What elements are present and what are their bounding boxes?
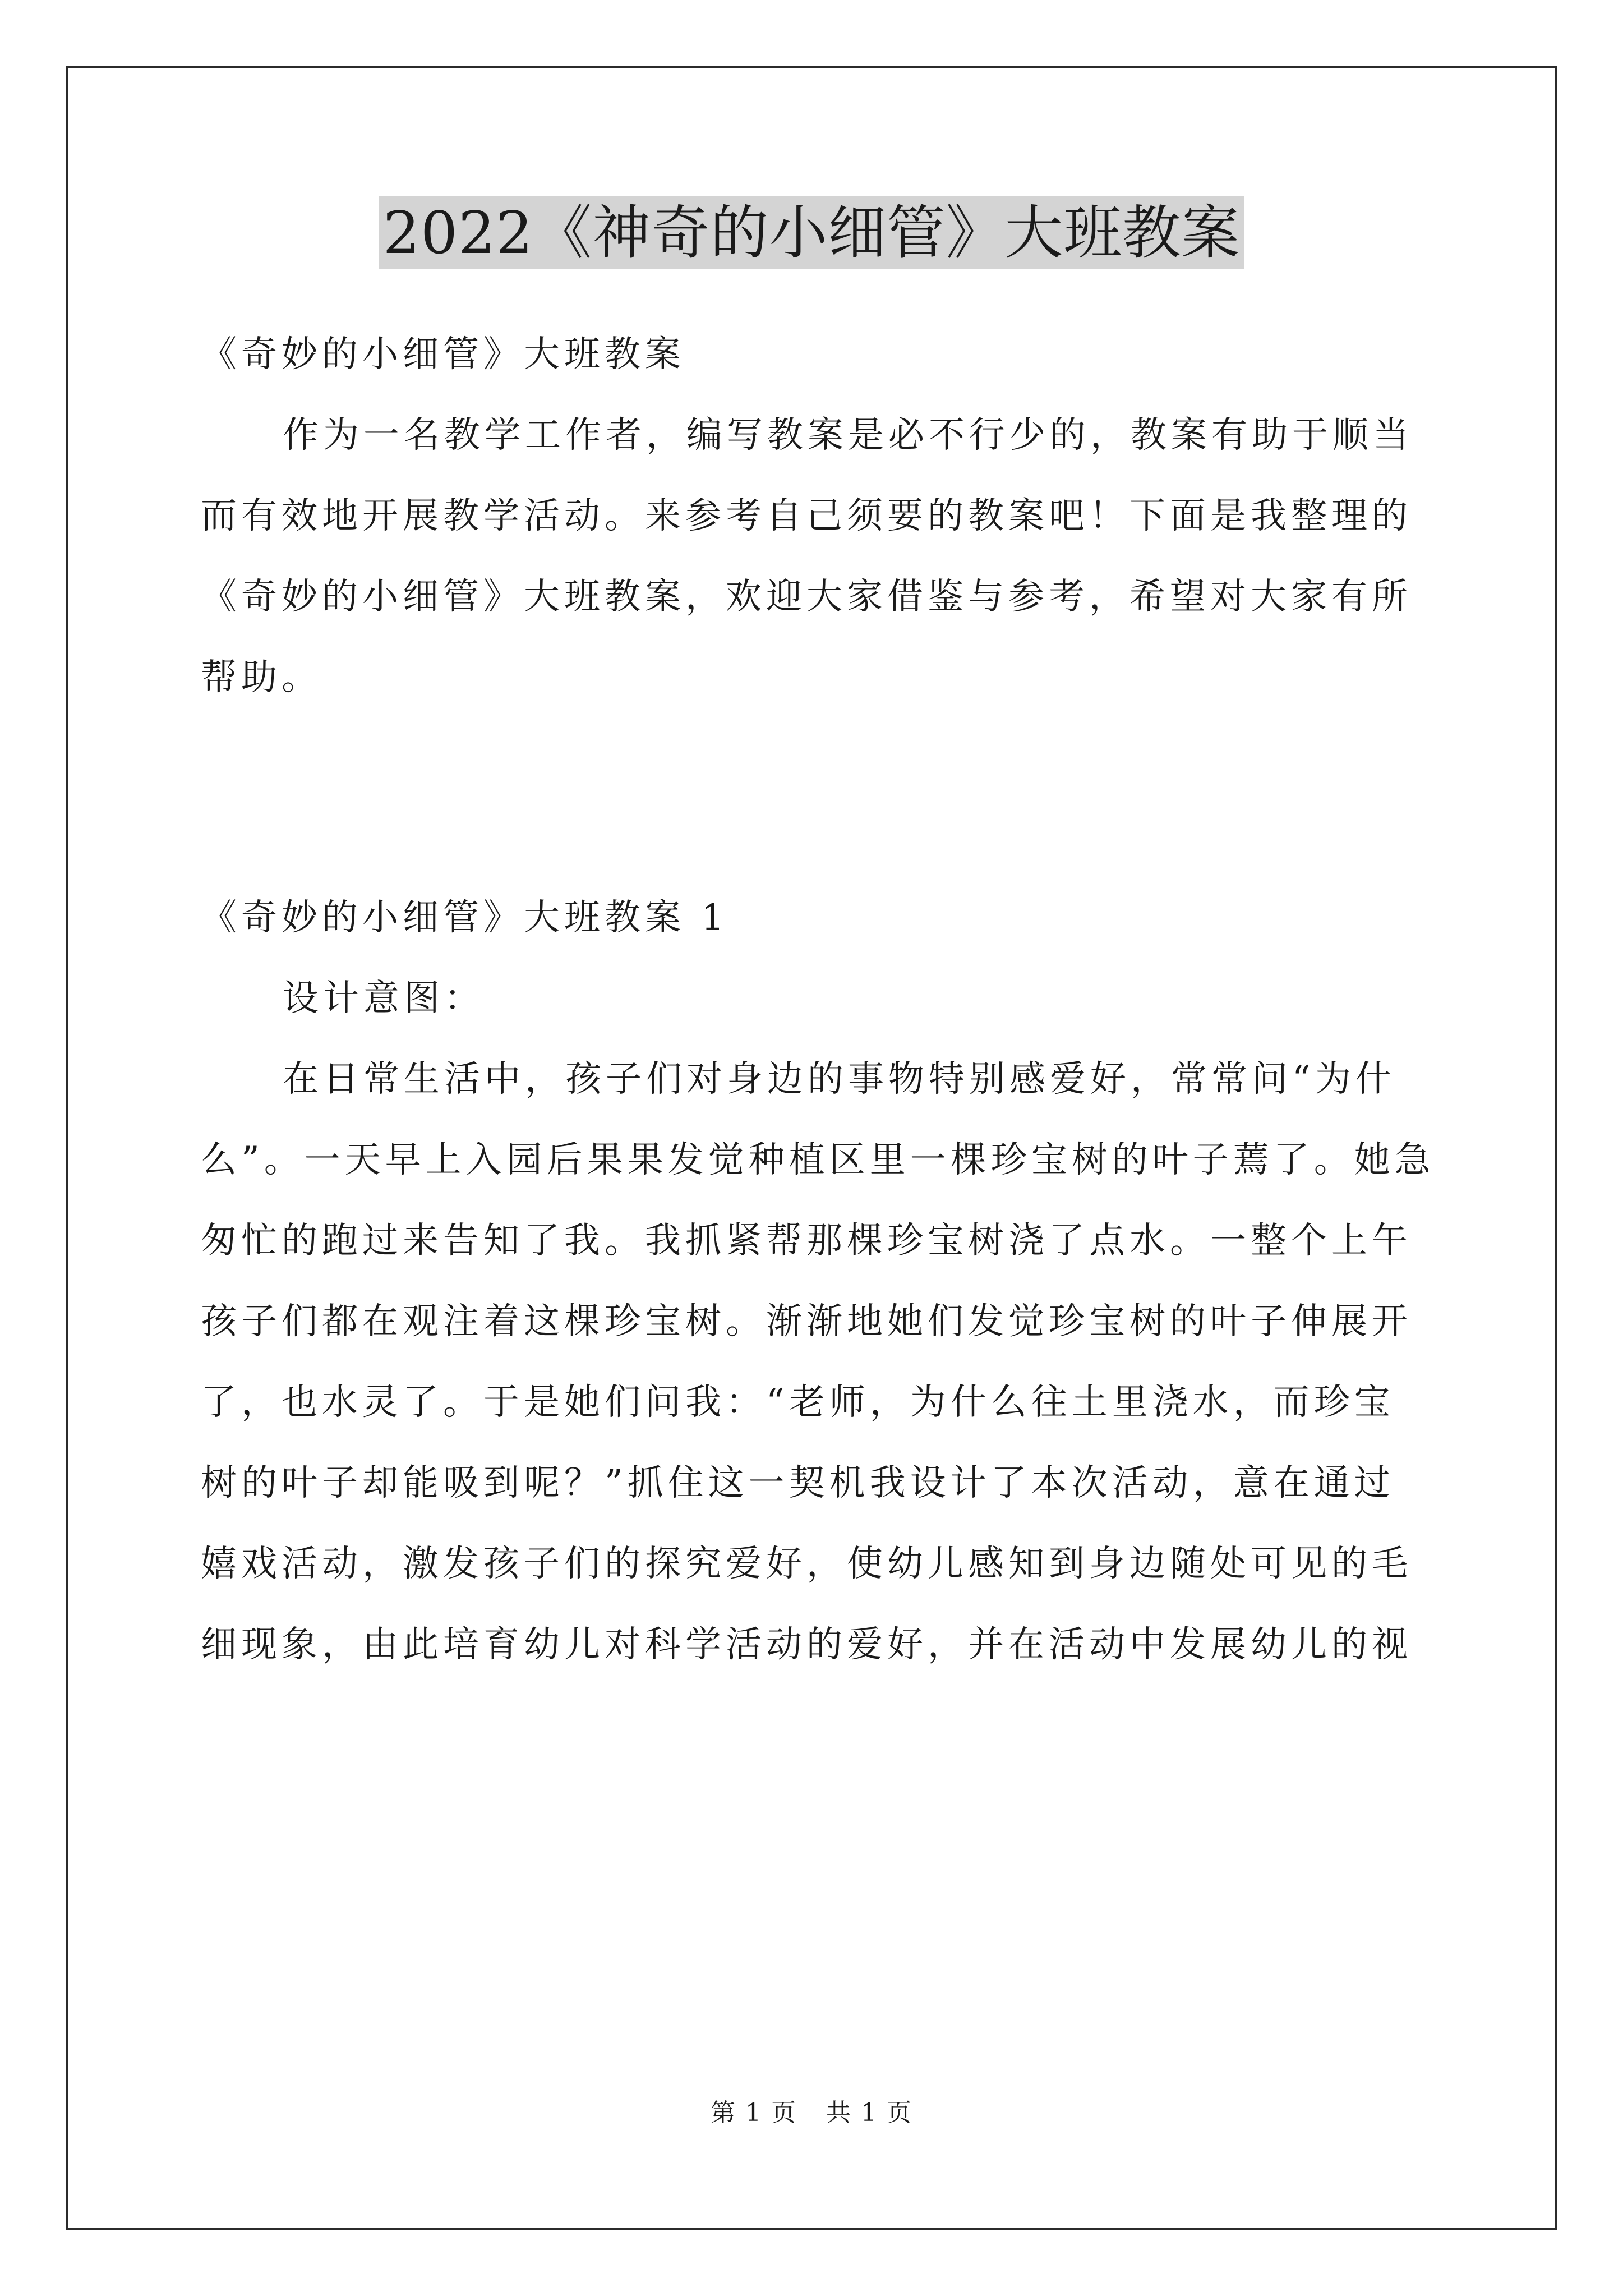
intro-paragraph	[201, 395, 1429, 718]
body-line: 在日常生活中，孩子们对身边的事物特别感爱好，常常问“为什	[283, 1059, 1396, 1100]
body-line: 孩子们都在观注着这棵珍宝树。渐渐地她们发觉珍宝树的叶子伸展开	[201, 1301, 1412, 1342]
intro-line: 作为一名教学工作者，编写教案是必不行少的，教案有助于顺当	[283, 415, 1413, 456]
document-title: 2022《神奇的小细管》大班教案	[379, 196, 1245, 269]
body-line: 嬉戏活动，激发孩子们的探究爱好，使幼儿感知到身边随处可见的毛	[201, 1543, 1412, 1585]
body-paragraph	[201, 1039, 1435, 1685]
page-total: 共 1 页	[826, 2099, 912, 2127]
document-body	[201, 314, 1435, 1685]
intro-line: 《奇妙的小细管》大班教案，欢迎大家借鉴与参考，希望对大家有所	[201, 576, 1412, 618]
page-number: 第 1 页	[711, 2099, 797, 2127]
body-line: 匆忙的跑过来告知了我。我抓紧帮那棵珍宝树浇了点水。一整个上午	[201, 1220, 1412, 1262]
design-heading: 设计意图：	[283, 978, 485, 1019]
page-footer	[0, 2092, 1623, 2128]
section-gap	[201, 718, 1429, 877]
intro-line: 帮助。	[201, 657, 322, 698]
subtitle: 《奇妙的小细管》大班教案	[201, 334, 685, 375]
body-line: 树的叶子却能吸到呢？”抓住这一契机我设计了本次活动，意在通过	[201, 1462, 1395, 1504]
body-line: 么”。一天早上入园后果果发觉种植区里一棵珍宝树的叶子蔫了。她急	[201, 1139, 1435, 1181]
title-container	[0, 196, 1623, 269]
section-heading: 《奇妙的小细管》大班教案 1	[201, 897, 729, 938]
body-line: 细现象，由此培育幼儿对科学活动的爱好，并在活动中发展幼儿的视	[201, 1624, 1412, 1665]
intro-line: 而有效地开展教学活动。来参考自己须要的教案吧！下面是我整理的	[201, 495, 1412, 537]
body-line: 了，也水灵了。于是她们问我：“老师，为什么往土里浇水，而珍宝	[201, 1382, 1395, 1423]
